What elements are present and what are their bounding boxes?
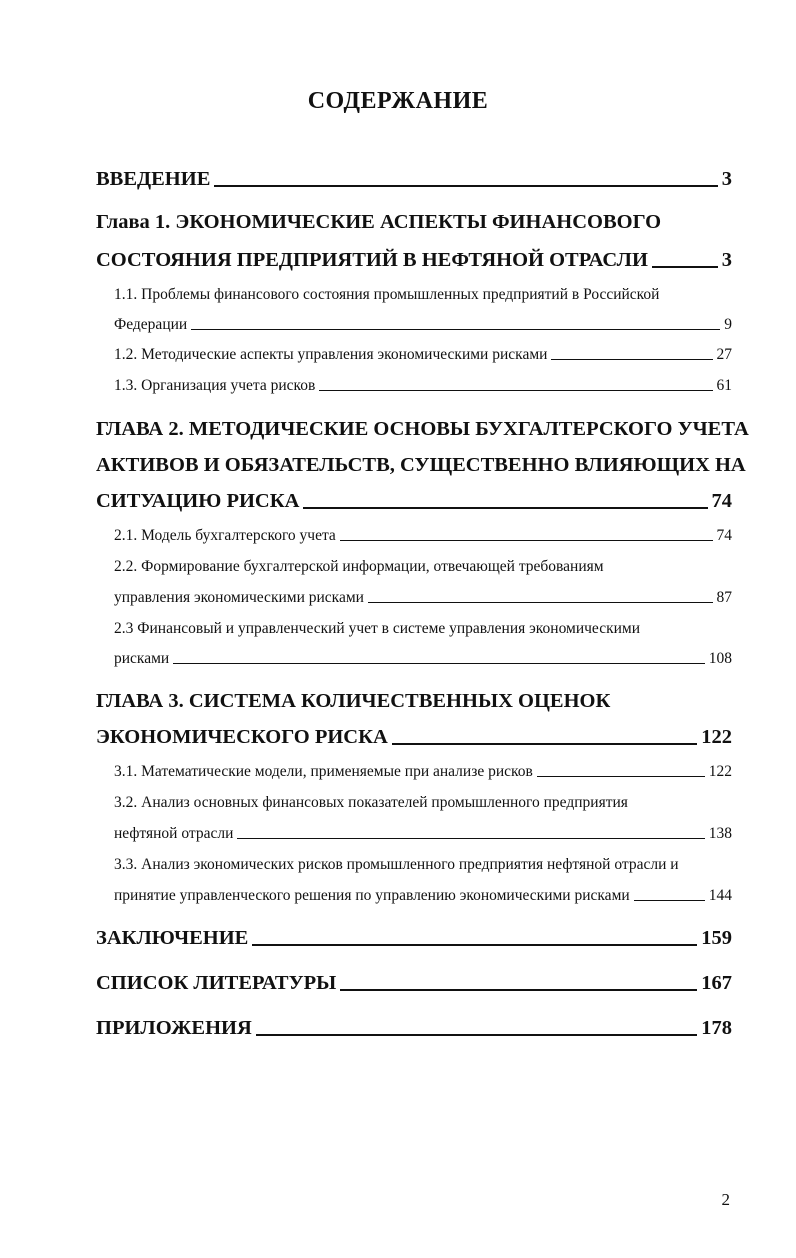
toc-page-number: 74 <box>711 490 732 512</box>
toc-entry-label: СПИСОК ЛИТЕРАТУРЫ <box>96 972 337 994</box>
toc-leader <box>173 663 705 664</box>
toc-entry-appendix <box>96 1017 732 1040</box>
toc-leader <box>537 776 705 777</box>
toc-entry-label: управления экономическими рисками <box>114 589 364 606</box>
toc-chapter2 <box>96 490 732 513</box>
toc-leader <box>368 602 713 603</box>
toc-section-3-3 <box>114 887 732 905</box>
toc-page-number: 178 <box>701 1017 732 1039</box>
toc-entry-label: ЭКОНОМИЧЕСКОГО РИСКА <box>96 726 388 748</box>
toc-chapter2-title-line2: АКТИВОВ И ОБЯЗАТЕЛЬСТВ, СУЩЕСТВЕННО ВЛИЯЮЩИХ НА <box>96 454 746 476</box>
toc-entry-label: СИТУАЦИЮ РИСКА <box>96 490 300 512</box>
toc-page-number: 159 <box>701 927 732 949</box>
toc-section-1-1-line1: 1.1. Проблемы финансового состояния промышленных предприятий в Российской <box>114 286 660 303</box>
toc-section-2-2 <box>114 589 732 607</box>
toc-leader <box>303 507 707 509</box>
toc-section-1-1 <box>114 316 732 334</box>
toc-entry-label: рисками <box>114 650 170 667</box>
toc-leader <box>652 266 718 268</box>
toc-section-3-3-line1: 3.3. Анализ экономических рисков промышленного предприятия нефтяной отрасли и <box>114 856 679 873</box>
toc-section-2-3 <box>114 650 732 668</box>
toc-section-3-2-line1: 3.2. Анализ основных финансовых показателей промышленного предприятия <box>114 794 628 811</box>
toc-page-number: 74 <box>716 527 732 544</box>
toc-section-3-1 <box>114 763 732 781</box>
toc-leader <box>634 900 705 901</box>
toc-entry-label: 1.3. Организация учета рисков <box>114 377 316 394</box>
toc-chapter2-title-line1: ГЛАВА 2. МЕТОДИЧЕСКИЕ ОСНОВЫ БУХГАЛТЕРСКОГО УЧЕТА <box>96 418 749 440</box>
toc-leader <box>340 989 697 991</box>
toc-entry-label: Федерации <box>114 316 188 333</box>
toc-section-1-3 <box>114 377 732 395</box>
toc-page-number: 138 <box>708 825 732 842</box>
toc-page-number: 3 <box>721 249 732 271</box>
toc-leader <box>252 944 697 946</box>
toc-leader <box>551 359 712 360</box>
toc-entry-conclusion <box>96 927 732 950</box>
toc-section-2-3-line1: 2.3 Финансовый и управленческий учет в системе управления экономическими <box>114 620 641 637</box>
toc-entry-label: 1.2. Методические аспекты управления экономическими рисками <box>114 346 548 363</box>
toc-section-2-1 <box>114 527 732 545</box>
toc-leader <box>392 743 697 745</box>
toc-entry-label: нефтяной отрасли <box>114 825 234 842</box>
toc-leader <box>340 540 713 541</box>
toc-entry-label: ЗАКЛЮЧЕНИЕ <box>96 927 249 949</box>
toc-page-number: 27 <box>716 346 732 363</box>
toc-page-number: 144 <box>708 887 732 904</box>
toc-entry-label: ПРИЛОЖЕНИЯ <box>96 1017 252 1039</box>
toc-chapter3-title-line1: ГЛАВА 3. СИСТЕМА КОЛИЧЕСТВЕННЫХ ОЦЕНОК <box>96 690 611 712</box>
toc-page-number: 3 <box>721 168 732 190</box>
toc-section-2-2-line1: 2.2. Формирование бухгалтерской информации, отвечающей требованиям <box>114 558 604 575</box>
toc-entry-references <box>96 972 732 995</box>
toc-entry-label: 2.1. Модель бухгалтерского учета <box>114 527 336 544</box>
page-title: СОДЕРЖАНИЕ <box>307 88 489 114</box>
toc-page-number: 122 <box>708 763 732 780</box>
toc-leader <box>191 329 720 330</box>
toc-entry-label: ВВЕДЕНИЕ <box>96 168 211 190</box>
toc-entry-label: принятие управленческого решения по управлению экономическими рисками <box>114 887 630 904</box>
toc-section-3-2 <box>114 825 732 843</box>
toc-leader <box>214 185 717 187</box>
toc-chapter3 <box>96 726 732 749</box>
toc-leader <box>256 1034 697 1036</box>
toc-entry-label: 3.1. Математические модели, применяемые при анализе рисков <box>114 763 533 780</box>
toc-page-number: 61 <box>716 377 732 394</box>
toc-chapter1 <box>96 249 732 272</box>
toc-section-1-2 <box>114 346 732 364</box>
toc-page-number: 122 <box>701 726 732 748</box>
toc-page-number: 108 <box>708 650 732 667</box>
toc-page-number: 9 <box>724 316 732 333</box>
toc-entry-label: СОСТОЯНИЯ ПРЕДПРИЯТИЙ В НЕФТЯНОЙ ОТРАСЛИ <box>96 249 648 271</box>
toc-chapter1-title-line1: Глава 1. ЭКОНОМИЧЕСКИЕ АСПЕКТЫ ФИНАНСОВОГО <box>96 211 662 233</box>
toc-leader <box>237 838 704 839</box>
toc-page-number: 87 <box>716 589 732 606</box>
toc-leader <box>319 390 712 391</box>
page-number: 2 <box>721 1190 730 1209</box>
toc-page-number: 167 <box>701 972 732 994</box>
toc-entry-intro <box>96 168 732 191</box>
